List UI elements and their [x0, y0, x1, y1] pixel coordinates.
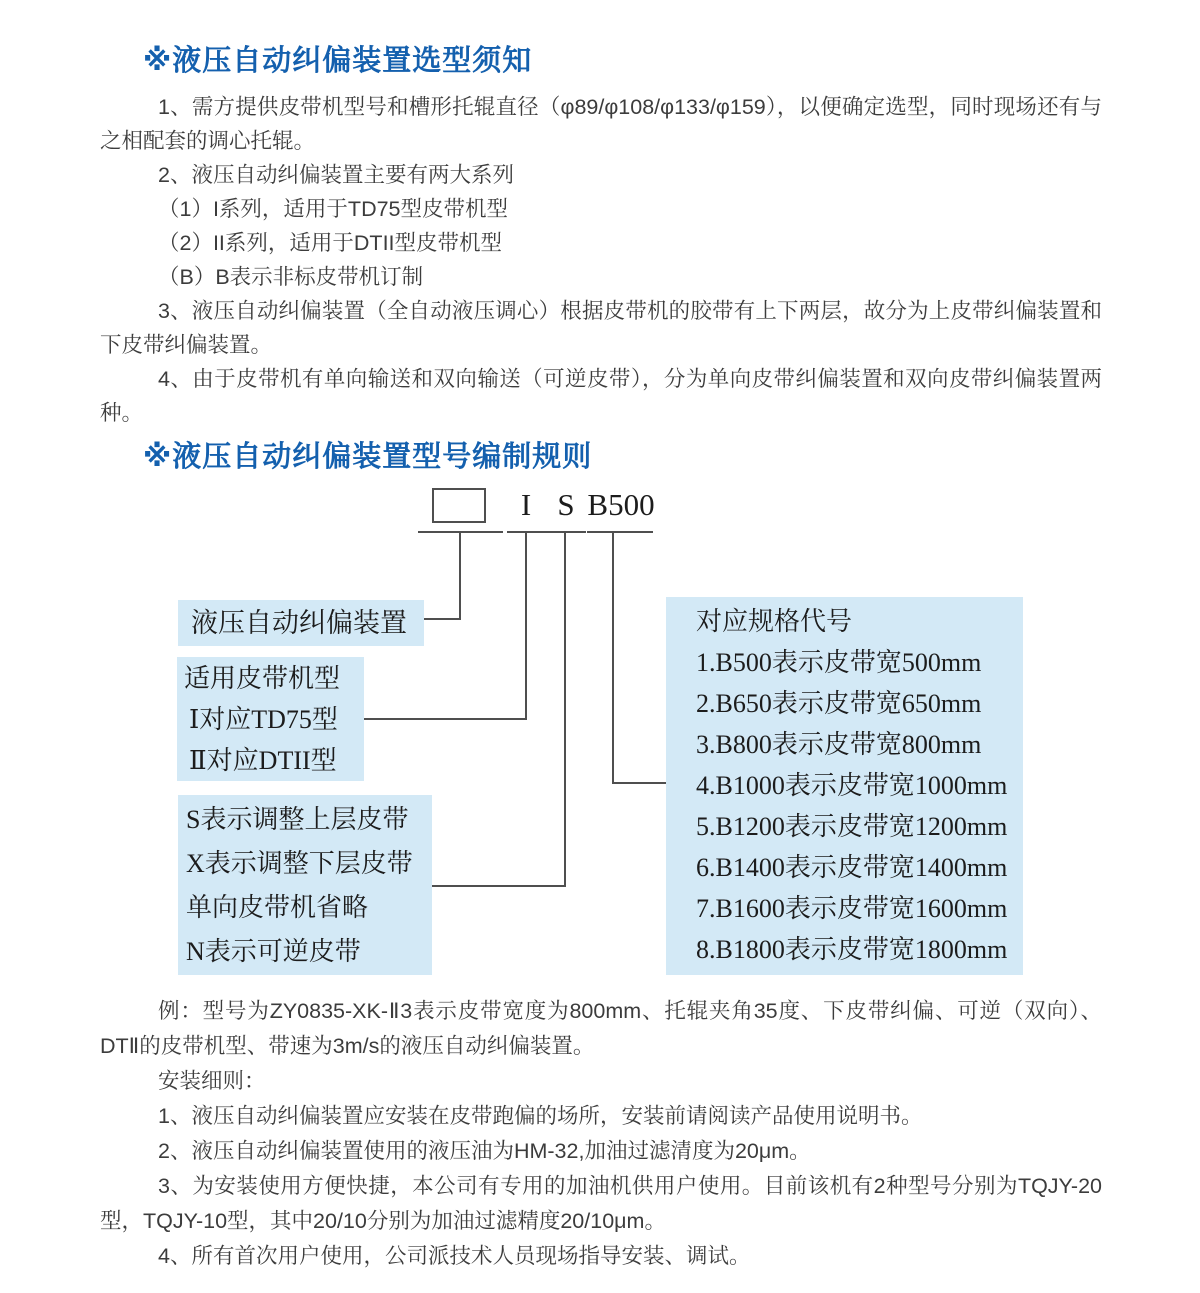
label-line: S表示调整上层皮带: [186, 805, 409, 834]
underline-layer: [546, 531, 586, 533]
label-device-name: 液压自动纠偏装置: [178, 600, 424, 646]
selection-notes-title: ※液压自动纠偏装置选型须知: [143, 45, 533, 77]
label-line: Ⅱ对应DTII型: [189, 746, 337, 775]
connector-line-layer-v: [564, 531, 566, 887]
connector-line-series-v: [525, 531, 527, 720]
list-item: 2、液压自动纠偏装置使用的液压油为HM-32,加油过滤清度为20μm。: [158, 1139, 811, 1163]
connector-line-prefix-h: [423, 618, 461, 620]
underline-width: [587, 531, 653, 533]
model-prefix-box: [432, 488, 486, 523]
label-line: 8.B1800表示皮带宽1800mm: [696, 935, 1008, 964]
paragraph: 4、由于皮带机有单向输送和双向输送（可逆皮带），分为单向皮带纠偏装置和双向皮带纠偏装置两种。: [100, 367, 1102, 425]
list-item: （2）II系列，适用于DTII型皮带机型: [158, 231, 503, 255]
label-line: 6.B1400表示皮带宽1400mm: [696, 853, 1008, 882]
code-series: I: [520, 487, 532, 522]
label-spec-codes: [666, 597, 1023, 975]
list-item: 1、液压自动纠偏装置应安装在皮带跑偏的场所，安装前请阅读产品使用说明书。: [158, 1104, 923, 1128]
label-line: N表示可逆皮带: [186, 937, 361, 966]
label-line: X表示调整下层皮带: [186, 849, 413, 878]
paragraph: 1、需方提供皮带机型号和槽形托辊直径（φ89/φ108/φ133/φ159），以便确定选型，同时现场还有与之相配套的调心托辊。: [100, 95, 1102, 153]
label-line: 3.B800表示皮带宽800mm: [696, 730, 982, 759]
code-layer: S: [557, 487, 575, 522]
connector-line-width-v: [612, 531, 614, 784]
label-belt-type: [177, 657, 364, 781]
connector-line-layer-h: [430, 885, 566, 887]
label-line: 4.B1000表示皮带宽1000mm: [696, 771, 1008, 800]
label-line: 2.B650表示皮带宽650mm: [696, 689, 982, 718]
connector-line-prefix-v: [459, 531, 461, 620]
model-code-diagram: [0, 482, 1200, 982]
list-item: （B）B表示非标皮带机订制: [158, 265, 424, 289]
underline-series: [507, 531, 547, 533]
install-rules-body: [100, 994, 1102, 1274]
label-line: 5.B1200表示皮带宽1200mm: [696, 812, 1008, 841]
example-paragraph: 例：型号为ZY0835-XK-Ⅱ3表示皮带宽度为800mm、托辊夹角35度、下皮带纠偏、可逆（双向）、DTⅡ的皮带机型、带速为3m/s的液压自动纠偏装置。: [100, 999, 1102, 1058]
list-item: （1）I系列，适用于TD75型皮带机型: [158, 197, 509, 221]
paragraph: 3、液压自动纠偏装置（全自动液压调心）根据皮带机的胶带有上下两层，故分为上皮带纠偏装置和下皮带纠偏装置。: [100, 299, 1102, 357]
paragraph: 2、液压自动纠偏装置主要有两大系列: [158, 163, 514, 187]
selection-notes-body: [100, 90, 1102, 430]
list-item: 3、为安装使用方便快捷，本公司有专用的加油机供用户使用。目前该机有2种型号分别为TQJY-20型，TQJY-10型，其中20/10分别为加油过滤精度20/10μm。: [100, 1174, 1102, 1233]
model-rule-title: ※液压自动纠偏装置型号编制规则: [143, 441, 593, 473]
connector-line-series-h: [363, 718, 527, 720]
label-line: 7.B1600表示皮带宽1600mm: [696, 894, 1008, 923]
connector-line-width-h: [612, 782, 668, 784]
code-width: B500: [587, 487, 655, 522]
label-line: 1.B500表示皮带宽500mm: [696, 648, 982, 677]
list-item: 4、所有首次用户使用，公司派技术人员现场指导安装、调试。: [158, 1244, 751, 1268]
label-line: 对应规格代号: [696, 607, 853, 636]
label-line: 单向皮带机省略: [186, 893, 369, 922]
paragraph: 安装细则：: [158, 1069, 266, 1093]
label-line: Ⅰ对应TD75型: [189, 705, 338, 734]
label-line: 适用皮带机型: [184, 664, 341, 693]
label-adjust-mode: [178, 795, 432, 975]
